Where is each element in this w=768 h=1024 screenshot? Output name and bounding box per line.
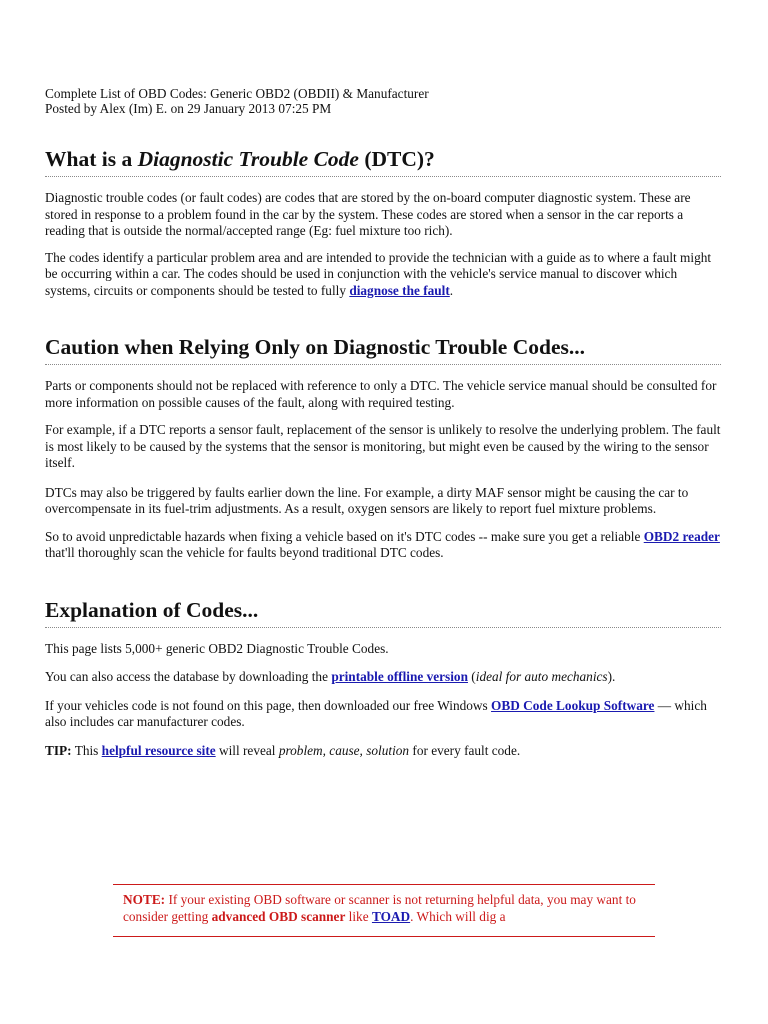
printable-offline-version-link[interactable]: printable offline version [331,669,468,684]
caution-paragraph-3: DTCs may also be triggered by faults earlier down the line. For example, a dirty MAF sensor might be causing the car to overcompensate in its fuel-trim adjustments. As a result, oxygen sensors are likely to report fuel mixture problems. [45,484,689,516]
article [45,86,721,759]
heading-what-is-dtc: What is a Diagnostic Trouble Code (DTC)? [45,146,721,177]
diagnose-fault-link[interactable]: diagnose the fault [349,282,450,298]
note-label: NOTE: [123,892,166,907]
post-byline: Posted by Alex (Im) E. on 29 January 2013 07:25 PM [45,101,332,116]
toad-link[interactable]: TOAD [371,909,411,924]
article-title: Complete List of OBD Codes: Generic OBD2 (OBDII) & Manufacturer [45,86,429,101]
heading-explanation-of-codes: Explanation of Codes... [45,597,721,628]
caution-paragraph-2: For example, if a DTC reports a sensor fault, replacement of the sensor is unlikely to resolve the underlying problem. The fault is most likely to be caused by the systems that the sensor is monitoring, but might even be caused by the wiring to the sensor itself. [45,422,721,470]
obd2-reader-link[interactable]: OBD2 reader [643,528,720,544]
tip-paragraph: TIP: This helpful resource site will reveal problem, cause, solution for every fault code. [45,742,521,758]
codes-paragraph-1: This page lists 5,000+ generic OBD2 Diagnostic Trouble Codes. [45,640,389,656]
advanced-obd-scanner-text: advanced OBD scanner [211,909,346,924]
dtc-paragraph-1: Diagnostic trouble codes (or fault codes) are codes that are stored by the on-board computer diagnostic system. These are stored in response to a problem found in the car by the system. These codes are stored when a sensor in the car reports a reading that is outside the normal/accepted range (Eg: fuel mixture too rich). [45,190,691,238]
obd-code-lookup-software-link[interactable]: OBD Code Lookup Software [491,697,655,713]
note-box: NOTE: If your existing OBD software or scanner is not returning helpful data, you may want to consider getting advanced OBD scanner like TOAD. Which will dig a [113,884,655,937]
tip-label: TIP: [45,742,72,758]
post-meta [45,86,721,116]
helpful-resource-site-link[interactable]: helpful resource site [101,742,216,758]
caution-paragraph-4: So to avoid unpredictable hazards when fixing a vehicle based on it's DTC codes -- make sure you get a reliable OBD2 reader that'll thoroughly scan the vehicle for faults beyond traditional DTC codes. [45,528,720,560]
dtc-paragraph-2: The codes identify a particular problem area and are intended to provide the technician with a guide as to where a fault might be occurring within a car. The codes should be used in conjunction with the vehicle's service manual to discover which systems, circuits or components should be tested to fully diagnose the fault. [45,249,712,298]
codes-paragraph-2: You can also access the database by downloading the printable offline version (ideal for auto mechanics). [45,669,616,684]
heading-caution: Caution when Relying Only on Diagnostic Trouble Codes... [45,334,721,365]
caution-paragraph-1: Parts or components should not be replaced with reference to only a DTC. The vehicle service manual should be consulted for more information on possible causes of the fault, along with required testing. [45,378,717,410]
codes-paragraph-3: If your vehicles code is not found on this page, then downloaded our free Windows OBD Code Lookup Software — which also includes car manufacturer codes. [45,697,707,729]
